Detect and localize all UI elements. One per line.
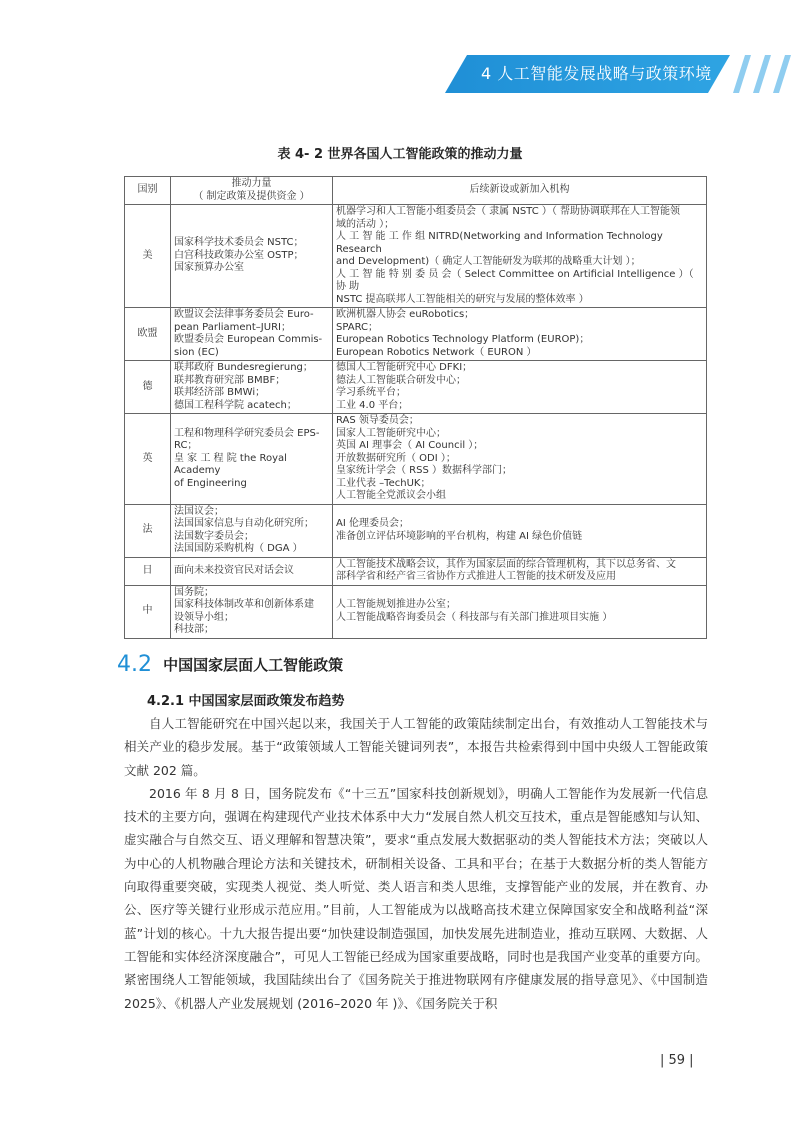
country-cell: 英 bbox=[125, 414, 171, 505]
paragraph: 2016 年 8 月 8 日，国务院发布《“十三五”国家科技创新规划》，明确人工智能作为发展新一代信息技术的主要方向，强调在构建现代产业技术体系中大力“发展自然人机交互技术，重点是智能感知与认知、虚实融合与自然交互、语义理解和智慧决策”，要求“重点发展大数据驱动的类人智能技术方法；突破以人为中心的人机物融合理论方法和关键技术，研制相关设备、工具和平台；在基于大数据分析的类人智能方向取得重要突破，实现类人视觉、类人听觉、类人语言和类人思维，支撑智能产业的发展，并在教育、办公、医疗等关键行业形成示范应用。”目前，人工智能成为以战略高技术建立保障国家安全和战略利益“深蓝”计划的核心。十九大报告提出要“加快建设制造强国，加快发展先进制造业，推动互联网、大数据、人工智能和实体经济深度融合”，可见人工智能已经成为国家重要战略，同时也是我国产业变革的重要方向。紧密围绕人工智能领域，我国陆续出台了《国务院关于推进物联网有序健康发展的指导意见》、《中国制造 2025》、《机器人产业发展规划 (2016–2020 年 )》、《国务院关于积 bbox=[124, 785, 708, 1011]
country-cell: 美 bbox=[125, 205, 171, 308]
column-header-forces-line: （ 制定政策及提供资金 ） bbox=[193, 190, 310, 202]
table-row bbox=[125, 361, 707, 414]
forces-line: 国家科学技术委员会 NSTC； bbox=[174, 237, 304, 249]
institutions-line: 德法人工智能联合研发中心； bbox=[336, 374, 466, 386]
chapter-title: 4 人工智能发展战略与政策环境 bbox=[481, 64, 712, 83]
table-row bbox=[125, 585, 707, 638]
institutions-line: 皇家统计学会（ RSS ）数据科学部门； bbox=[336, 465, 513, 476]
institutions-line: 人工智能规划推进办公室； bbox=[336, 599, 456, 610]
institutions-cell bbox=[333, 361, 707, 414]
forces-line: 工程和物理科学研究委员会 EPS- bbox=[174, 427, 320, 439]
forces-line: 皇 家 工 程 院 the Royal Academy bbox=[174, 452, 287, 476]
institutions-cell bbox=[333, 557, 707, 585]
header-stripe-decoration bbox=[773, 55, 791, 93]
institutions-line: 德国人工智能研究中心 DFKI； bbox=[336, 362, 473, 373]
header-stripe-decoration bbox=[753, 55, 771, 93]
institutions-line: 欧洲机器人协会 euRobotics； bbox=[336, 309, 475, 320]
page-number: | 59 | bbox=[660, 1053, 694, 1068]
institutions-line: SPARC； bbox=[336, 321, 379, 333]
forces-line: 白宫科技政策办公室 OSTP； bbox=[174, 249, 304, 261]
column-header-forces-line: 推动力量 bbox=[231, 178, 272, 189]
forces-line: 面向未来投资官民对话会议 bbox=[174, 564, 294, 576]
table-caption: 表 4- 2 世界各国人工智能政策的推动力量 bbox=[277, 147, 523, 162]
table-row bbox=[125, 205, 707, 308]
institutions-line: AI 伦理委员会； bbox=[336, 518, 409, 529]
forces-line: 法国国防采购机构（ DGA ） bbox=[174, 543, 303, 554]
header-stripe-decoration bbox=[733, 55, 751, 93]
table-row bbox=[125, 414, 707, 505]
table-header-row bbox=[125, 177, 707, 205]
country-cell: 德 bbox=[125, 361, 171, 414]
institutions-line: 人工智能战略咨询委员会（ 科技部与有关部门推进项目实施 ） bbox=[336, 611, 613, 623]
forces-line: 法国国家信息与自动化研究所； bbox=[174, 518, 314, 529]
section-heading bbox=[117, 652, 343, 677]
forces-cell bbox=[171, 585, 333, 638]
forces-line: 国务院； bbox=[174, 586, 214, 598]
institutions-cell bbox=[333, 585, 707, 638]
forces-line: pean Parliament–JURI； bbox=[174, 321, 291, 333]
forces-cell bbox=[171, 361, 333, 414]
institutions-line: European Robotics Network（ EURON ） bbox=[336, 346, 537, 358]
institutions-line: 工业 4.0 平台； bbox=[336, 399, 409, 411]
institutions-line: 机器学习和人工智能小组委员会（ 隶属 NSTC ）（ 帮助协调联邦在人工智能领 bbox=[336, 206, 681, 217]
forces-line: of Engineering bbox=[174, 477, 247, 489]
forces-line: 联邦政府 Bundesregierung； bbox=[174, 362, 313, 373]
forces-line: 法国数字委员会； bbox=[174, 530, 254, 542]
institutions-line: 工业代表 –TechUK； bbox=[336, 477, 431, 489]
institutions-line: RAS 领导委员会； bbox=[336, 415, 419, 426]
institutions-line: 人 工 智 能 特 别 委 员 会（ Select Committee on Artificial Intelligence ）（ 协 助 bbox=[336, 268, 694, 292]
forces-cell bbox=[171, 414, 333, 505]
forces-line: 欧盟委员会 European Commis- bbox=[174, 334, 323, 345]
forces-line: 设领导小组； bbox=[174, 611, 234, 623]
subsection-heading: 4.2.1 中国国家层面政策发布趋势 bbox=[147, 694, 345, 709]
institutions-line: 开放数据研究所（ ODI ）； bbox=[336, 452, 456, 464]
forces-cell bbox=[171, 504, 333, 557]
column-header-institutions: 后续新设或新加入机构 bbox=[333, 177, 707, 205]
institutions-cell bbox=[333, 308, 707, 361]
column-header-forces bbox=[171, 177, 333, 205]
forces-cell bbox=[171, 205, 333, 308]
country-cell: 欧盟 bbox=[125, 308, 171, 361]
body-text bbox=[124, 712, 708, 1015]
paragraph: 自人工智能研究在中国兴起以来，我国关于人工智能的政策陆续制定出台，有效推动人工智能技术与相关产业的稳步发展。基于“政策领域人工智能关键词列表”，本报告共检索得到中国中央级人工智能政策文献 202 篇。 bbox=[124, 716, 708, 778]
institutions-line: 国家人工智能研究中心； bbox=[336, 427, 446, 439]
table-row bbox=[125, 557, 707, 585]
forces-cell bbox=[171, 557, 333, 585]
forces-line: 国家预算办公室 bbox=[174, 262, 244, 274]
policy-table-body bbox=[125, 205, 707, 639]
institutions-line: 英国 AI 理事会（ AI Council ）； bbox=[336, 440, 484, 451]
forces-line: 欧盟议会法律事务委员会 Euro- bbox=[174, 309, 314, 320]
forces-line: RC； bbox=[174, 440, 198, 451]
country-cell: 日 bbox=[125, 557, 171, 585]
institutions-line: 人 工 智 能 工 作 组 NITRD(Networking and Information Technology Research bbox=[336, 231, 663, 255]
institutions-line: and Development)（ 确定人工智能研发为联邦的战略重大计划 ）； bbox=[336, 256, 641, 267]
forces-line: 联邦经济部 BMWi； bbox=[174, 387, 266, 398]
policy-table bbox=[124, 176, 707, 639]
country-cell: 法 bbox=[125, 504, 171, 557]
forces-line: sion (EC) bbox=[174, 346, 219, 358]
forces-line: 科技部； bbox=[174, 624, 214, 635]
institutions-line: 部科学省和经产省三省协作方式推进人工智能的技术研发及应用 bbox=[336, 571, 616, 582]
institutions-cell bbox=[333, 414, 707, 505]
institutions-line: 人工智能全党派议会小组 bbox=[336, 490, 446, 501]
institutions-cell bbox=[333, 205, 707, 308]
forces-line: 国家科技体制改革和创新体系建 bbox=[174, 599, 314, 610]
table-row bbox=[125, 504, 707, 557]
institutions-line: NSTC 提高联邦人工智能相关的研究与发展的整体效率 ） bbox=[336, 293, 589, 305]
table-row bbox=[125, 308, 707, 361]
institutions-line: 学习系统平台； bbox=[336, 387, 406, 398]
section-number: 4.2 bbox=[117, 652, 152, 677]
section-title: 中国国家层面人工智能政策 bbox=[163, 656, 344, 674]
forces-line: 联邦教育研究部 BMBF； bbox=[174, 374, 286, 386]
column-header-country: 国别 bbox=[125, 177, 171, 205]
forces-cell bbox=[171, 308, 333, 361]
institutions-line: European Robotics Technology Platform (EUROP)； bbox=[336, 334, 590, 345]
institutions-line: 域的活动 ）； bbox=[336, 218, 395, 230]
institutions-cell bbox=[333, 504, 707, 557]
forces-line: 法国议会； bbox=[174, 505, 224, 517]
institutions-line: 准备创立评估环境影响的平台机构，构建 AI 绿色价值链 bbox=[336, 530, 583, 542]
country-cell: 中 bbox=[125, 585, 171, 638]
institutions-line: 人工智能技术战略会议，其作为国家层面的综合管理机构，其下以总务省、文 bbox=[336, 558, 676, 570]
chapter-header-band bbox=[445, 55, 800, 93]
forces-line: 德国工程科学院 acatech； bbox=[174, 399, 297, 411]
